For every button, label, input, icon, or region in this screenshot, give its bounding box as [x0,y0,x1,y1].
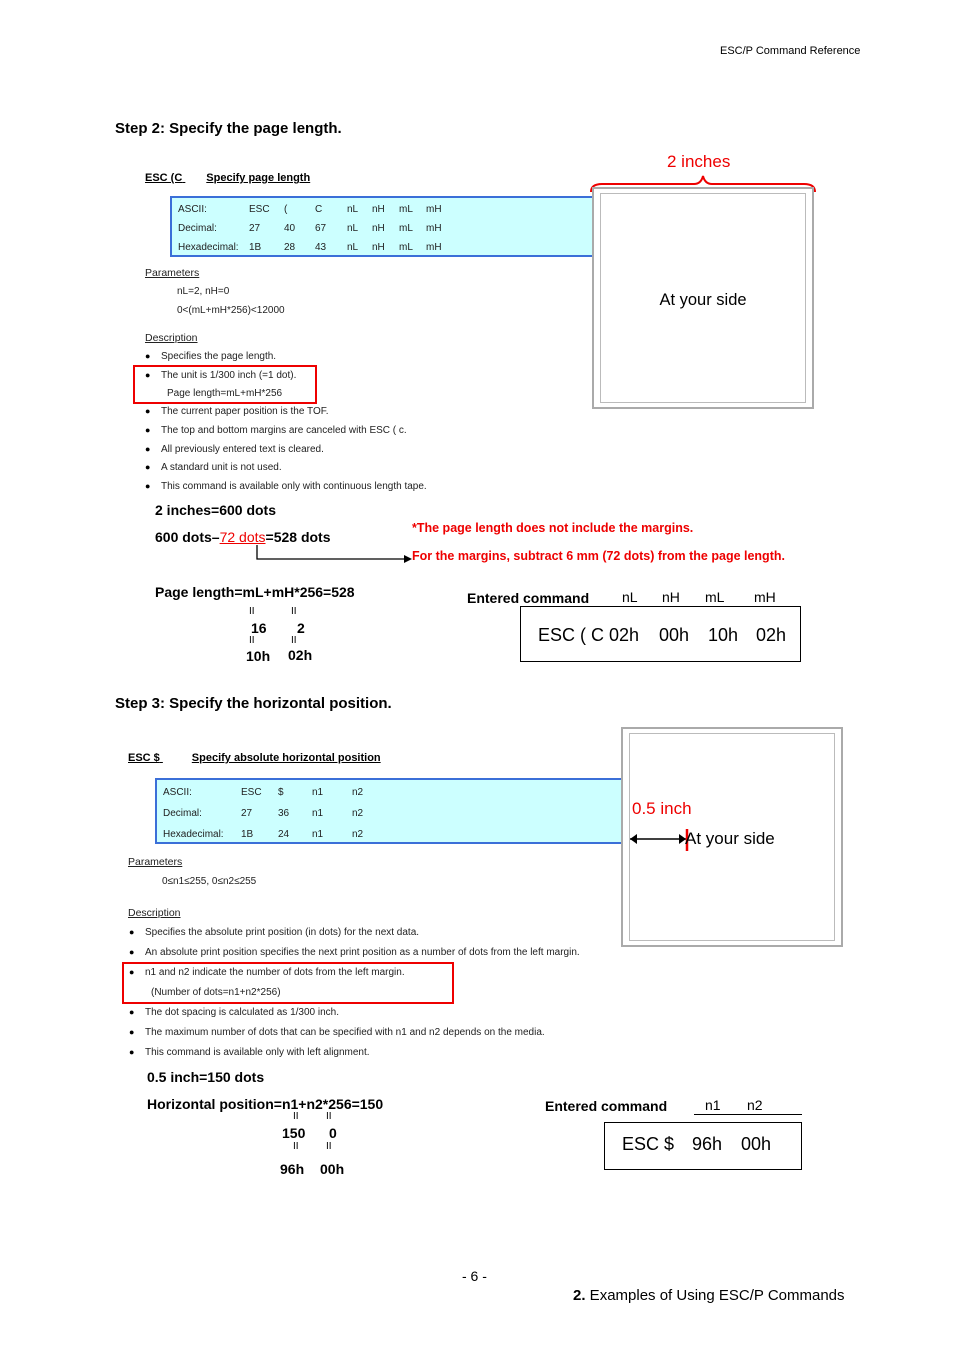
table-cell: mL [399,223,413,234]
param-head: nL [622,589,638,605]
list-item: ● All previously entered text is cleared. [161,444,324,455]
equals-mark: II [293,1141,299,1152]
equals-mark: II [291,606,297,617]
equals-mark: II [326,1111,332,1122]
table-cell: nH [372,204,385,215]
command-code: ESC $ [622,1134,675,1154]
step2-heading: Step 2: Specify the page length. [115,120,342,137]
list-item-sub: (Number of dots=n1+n2*256) [151,987,281,998]
step2-code-table [170,196,598,257]
table-cell: C [315,204,323,215]
list-item: ● The maximum number of dots that can be specified with n1 and n2 depends on the media. [145,1027,545,1038]
list-item-sub: Page length=mL+mH*256 [167,388,283,399]
step2-param-1: nL=2, nH=0 [177,286,230,297]
value-ml: 16 [251,620,267,636]
step3-param-1: 0≤n1≤255, 0≤n2≤255 [162,876,257,887]
value-n1: 150 [282,1125,306,1141]
table-row [163,803,382,824]
table-cell: nL [347,204,359,215]
step2-command-title [145,172,310,184]
label-preview-frame [592,187,814,409]
hex-n2: 00h [320,1161,345,1177]
label-preview-frame [621,727,843,947]
table-cell: Hexadecimal: [163,829,224,840]
value-n2: 0 [329,1125,337,1141]
entered-command-box [520,606,801,662]
calc-inches-to-dots: 2 inches=600 dots [155,502,277,518]
calc-part: 600 dots– [155,529,220,545]
cmd-name: ESC (C [145,172,183,184]
param-head: mL [705,589,725,605]
table-cell: 43 [315,242,327,253]
table-cell: ESC [241,787,262,798]
entered-command-label: Entered command [545,1098,668,1114]
command-code: 02h [756,625,787,645]
cmd-desc: Specify page length [206,172,311,184]
table-cell: mH [426,223,442,234]
table-cell: 24 [278,829,290,840]
note-margins-excluded: *The page length does not include the margins. [412,521,694,535]
table-cell: ESC [249,204,270,215]
list-item: ● This command is available only with left alignment. [145,1047,370,1058]
table-cell: ASCII: [178,204,207,215]
equals-mark: II [326,1141,332,1152]
chapter-number: 2. [573,1287,586,1304]
step3-description-label: Description [128,907,181,919]
command-code: 96h [692,1134,723,1154]
cmd-desc: Specify absolute horizontal position [191,752,381,764]
table-cell: 1B [249,242,262,253]
value-mh: 2 [297,620,305,636]
list-item: ● The current paper position is the TOF. [161,406,329,417]
param-head: n2 [747,1097,763,1113]
cmd-name: ESC $ [128,752,160,764]
double-arrow-icon [628,828,692,852]
table-cell: n2 [352,787,364,798]
label-preview-text: At your side [659,291,747,309]
calc-subtract-margins [155,529,331,545]
table-cell: 27 [241,808,253,819]
table-cell: 27 [249,223,261,234]
arrow-icon [254,544,414,566]
figure-dimension-label: 0.5 inch [632,799,692,818]
param-head: mH [754,589,776,605]
equals-mark: II [291,635,297,646]
hex-mh: 02h [288,647,313,663]
table-cell: nH [372,242,385,253]
list-item: ● Specifies the absolute print position (in dots) for the next data. [145,927,419,938]
table-row [163,824,382,845]
table-cell: $ [278,787,284,798]
table-cell: Decimal: [178,223,217,234]
table-row [178,219,451,238]
step2-description-label: Description [145,332,198,344]
table-cell: mH [426,204,442,215]
param-header-row [612,589,800,607]
table-cell: 28 [284,242,296,253]
list-item: ● The top and bottom margins are canceled with ESC ( c. [161,425,407,436]
footer-chapter [573,1287,845,1304]
step3-parameters-label: Parameters [128,856,183,868]
highlight-box [122,962,454,1004]
table-cell: mL [399,204,413,215]
entered-command-label: Entered command [467,590,590,606]
table-row [178,200,451,219]
hex-ml: 10h [246,648,271,664]
command-code: ESC ( C 02h [538,625,640,645]
table-cell: mL [399,242,413,253]
entered-command-box [604,1122,802,1170]
command-code: 00h [741,1134,772,1154]
table-row [163,782,382,803]
list-item: ● Specifies the page length. [161,351,276,362]
table-cell: 67 [315,223,327,234]
step2-param-2: 0<(mL+mH*256)<12000 [177,305,285,316]
figure-dimension-label: 2 inches [667,152,731,171]
page-header: ESC/P Command Reference [720,45,861,57]
table-cell: nL [347,242,359,253]
list-item: ● A standard unit is not used. [161,462,282,473]
table-cell: n1 [312,787,324,798]
equals-mark: II [249,606,255,617]
table-cell: 1B [241,829,254,840]
param-head: n1 [705,1097,721,1113]
table-cell: nL [347,223,359,234]
equals-mark: II [293,1111,299,1122]
step3-code-table [155,778,627,844]
formula-page-length: Page length=mL+mH*256=528 [155,584,355,600]
table-cell: ( [284,204,288,215]
table-cell: n1 [312,829,324,840]
step2-parameters-label: Parameters [145,267,200,279]
param-header-row [694,1097,802,1115]
calc-margin-dots: 72 dots [219,529,266,545]
table-cell: ASCII: [163,787,192,798]
page-number: - 6 - [462,1268,487,1284]
command-code: 00h [659,625,690,645]
list-item: ● This command is available only with continuous length tape. [161,481,427,492]
calc-part: =528 dots [265,529,331,545]
hex-n1: 96h [280,1161,305,1177]
calc-inch-to-dots: 0.5 inch=150 dots [147,1069,265,1085]
chapter-title: Examples of Using ESC/P Commands [585,1287,845,1304]
step3-heading: Step 3: Specify the horizontal position. [115,695,392,712]
param-head: nH [662,589,680,605]
table-cell: 36 [278,808,290,819]
table-cell: mH [426,242,442,253]
list-item: ● The unit is 1/300 inch (=1 dot). [161,370,296,381]
table-row [178,238,451,257]
highlight-box [133,365,317,404]
command-code: 10h [708,625,739,645]
step3-command-title [128,752,381,764]
list-item: ● An absolute print position specifies the next print position as a number of dots from the left margin. [145,947,580,958]
table-cell: Decimal: [163,808,202,819]
table-cell: nH [372,223,385,234]
list-item: ● n1 and n2 indicate the number of dots from the left margin. [145,967,405,978]
table-cell: 40 [284,223,296,234]
table-cell: n2 [352,829,364,840]
table-cell: n2 [352,808,364,819]
formula-horizontal-position: Horizontal position=n1+n2*256=150 [147,1096,384,1112]
equals-mark: II [249,635,255,646]
table-cell: Hexadecimal: [178,242,239,253]
label-preview-text: At your side [685,829,775,848]
table-cell: n1 [312,808,324,819]
note-subtract-margins: For the margins, subtract 6 mm (72 dots) from the page length. [412,549,785,563]
list-item: ● The dot spacing is calculated as 1/300 inch. [145,1007,339,1018]
